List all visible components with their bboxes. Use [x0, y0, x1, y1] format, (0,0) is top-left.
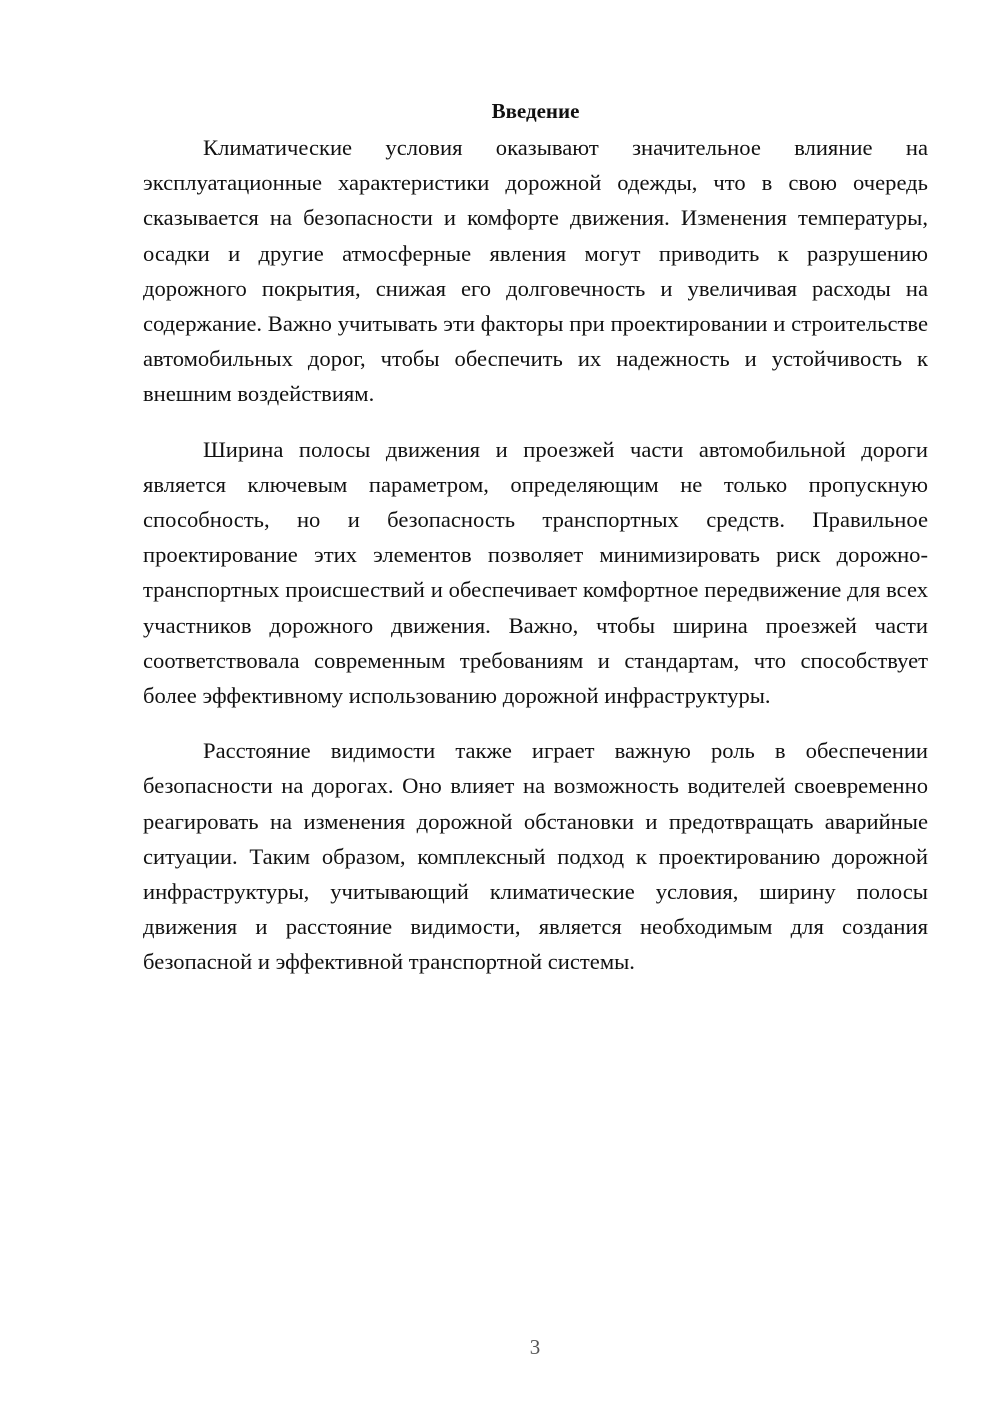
page-number: 3: [529, 1335, 541, 1359]
paragraph-lane-width: Ширина полосы движения и проезжей части автомобильной дороги является ключевым параметром, определяющим не только пропускную способность, но и безопасность транспортных средств. Правильное проектирование этих элементов позволяет минимизировать риск дорожно-транспортных происшествий и обеспечивает комфортное передвижение для всех участников дорожного движения. Важно, чтобы ширина проезжей части соответствовала современным требованиям и стандартам, что способствует более эффективному использованию дорожной инфраструктуры.: [143, 436, 928, 709]
paragraph-visibility: Расстояние видимости также играет важную роль в обеспечении безопасности на дорогах. Оно влияет на возможность водителей своевременно реагировать на изменения дорожной обстановки и предотвращать аварийные ситуации. Таким образом, комплексный подход к проектированию дорожной инфраструктуры, учитывающий климатические условия, ширину полосы движения и расстояние видимости, является необходимым для создания безопасной и эффективной транспортной системы.: [143, 738, 928, 975]
section-heading: Введение: [491, 99, 580, 123]
paragraph-climate: Климатические условия оказывают значительное влияние на эксплуатационные характеристики дорожной одежды, что в свою очередь сказывается на безопасности и комфорте движения. Изменения температуры, осадки и другие атмосферные явления могут приводить к разрушению дорожного покрытия, снижая его долговечность и увеличивая расходы на содержание. Важно учитывать эти факторы при проектировании и строительстве автомобильных дорог, чтобы обеспечить их надежность и устойчивость к внешним воздействиям.: [143, 135, 928, 407]
document-body: [143, 96, 928, 1000]
